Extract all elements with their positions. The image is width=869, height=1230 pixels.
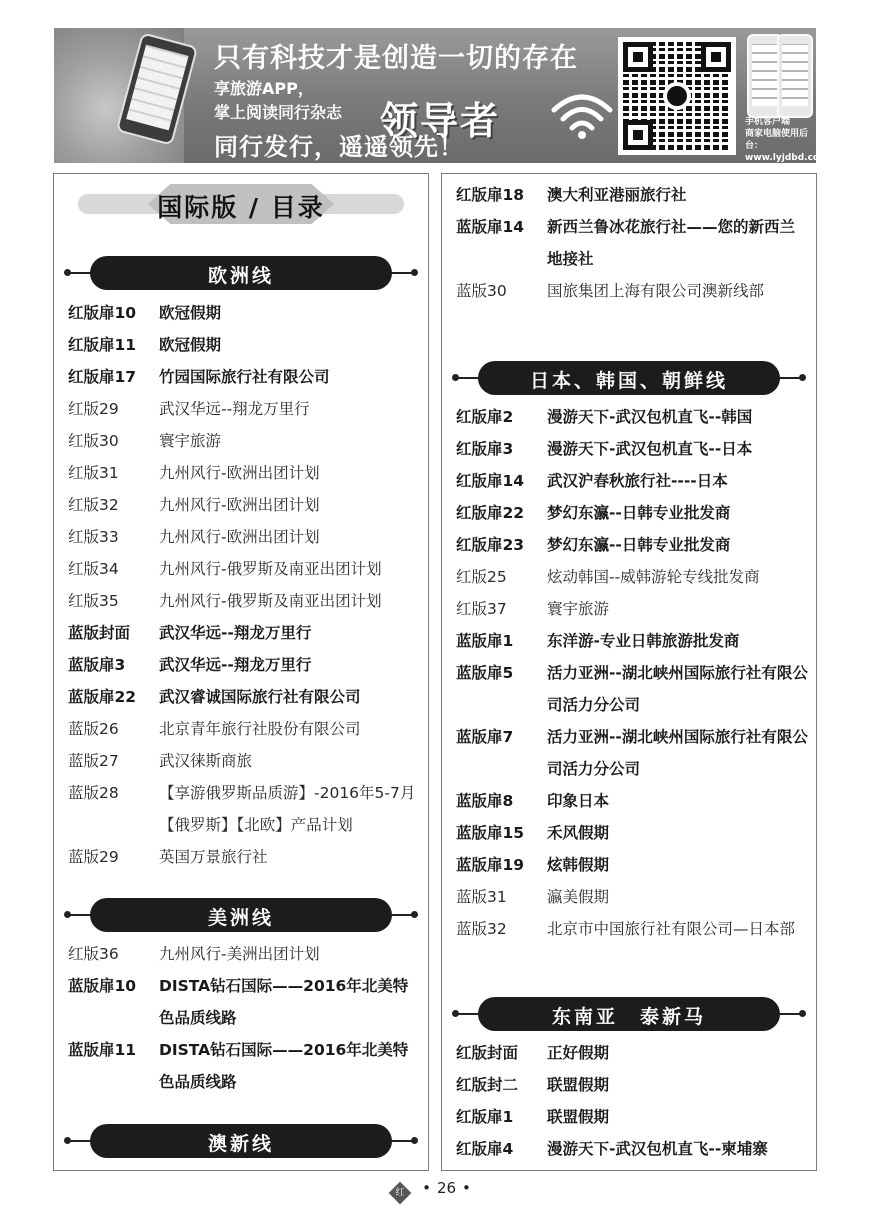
page-code: 红版32 (68, 496, 119, 514)
page-code: 红版封面 (456, 1044, 519, 1062)
list-item[interactable] (68, 393, 418, 425)
list-item[interactable] (68, 841, 418, 873)
page-code: 蓝版扉5 (456, 664, 514, 682)
banner-leader-text: 领导者 (380, 99, 501, 143)
advertiser-name: 梦幻东瀛--日韩专业批发商 (547, 536, 731, 554)
list-item[interactable] (68, 617, 418, 649)
list-item[interactable] (68, 521, 418, 553)
list-item[interactable] (68, 361, 418, 393)
list-item[interactable] (456, 401, 806, 433)
client-info (745, 116, 855, 164)
section-header-japan (452, 361, 806, 395)
advertiser-name: 竹园国际旅行社有限公司 (159, 368, 330, 386)
page-code: 红版36 (68, 945, 119, 963)
wifi-icon (550, 88, 614, 140)
page-code: 蓝版28 (68, 784, 119, 802)
advertiser-name: 欧冠假期 (159, 304, 222, 322)
advertiser-name: 武汉徕斯商旅 (159, 752, 253, 770)
list-item[interactable] (68, 938, 418, 970)
list-item[interactable] (68, 681, 418, 713)
list-item[interactable] (68, 585, 418, 617)
page-code: 红版扉22 (456, 504, 525, 522)
list-item[interactable] (456, 1101, 806, 1133)
advertiser-name: DISTA钻石国际——2016年北美特色品质线路 (159, 1041, 409, 1091)
right-column (441, 173, 817, 1171)
section-header-america (64, 898, 418, 932)
client-url[interactable]: www.lyjdbd.com/jdbd (745, 153, 855, 163)
advertiser-name: 国旅集团上海有限公司澳新线部 (547, 282, 765, 300)
page-code: 红版封二 (456, 1076, 519, 1094)
advertiser-name: 九州风行-欧洲出团计划 (159, 528, 320, 546)
list-item[interactable] (68, 489, 418, 521)
banner-line-2: 掌上阅读同行杂志 (214, 103, 343, 122)
list-item[interactable] (456, 465, 806, 497)
list-item[interactable] (456, 657, 806, 721)
list-item[interactable] (68, 713, 418, 745)
page-code: 蓝版扉14 (456, 218, 525, 236)
advertiser-name: 九州风行-美洲出团计划 (159, 945, 320, 963)
advertiser-name: 九州风行-欧洲出团计划 (159, 464, 320, 482)
section-title: 欧洲线 (207, 265, 274, 287)
list-item[interactable] (456, 593, 806, 625)
advertiser-name: 欧冠假期 (159, 336, 222, 354)
list-item[interactable] (456, 211, 806, 275)
advertiser-name: 正好假期 (547, 1044, 610, 1062)
section-header-europe (64, 256, 418, 290)
section-header-australia (64, 1124, 418, 1158)
list-item[interactable] (456, 913, 806, 945)
page-code: 红版扉23 (456, 536, 525, 554)
list-item[interactable] (456, 785, 806, 817)
page-title-text: 国际版 / 目录 (157, 193, 325, 222)
list-item[interactable] (68, 777, 418, 841)
page-code: 蓝版扉11 (68, 1041, 137, 1059)
advertiser-name: 印象日本 (547, 792, 610, 810)
list-item[interactable] (456, 625, 806, 657)
advertiser-name: 武汉睿诚国际旅行社有限公司 (159, 688, 361, 706)
advertiser-name: 北京市中国旅行社有限公司—日本部 (547, 920, 796, 938)
list-item[interactable] (456, 497, 806, 529)
advertiser-name: 漫游天下-武汉包机直飞--日本 (547, 440, 753, 458)
page-code: 蓝版扉15 (456, 824, 525, 842)
section-header-sea (452, 997, 806, 1031)
list-item[interactable] (456, 275, 806, 307)
page-code: 蓝版扉3 (68, 656, 126, 674)
page-code: 蓝版扉22 (68, 688, 137, 706)
list-item[interactable] (68, 457, 418, 489)
advertiser-name: 【享游俄罗斯品质游】-2016年5-7月【俄罗斯】【北欧】产品计划 (159, 784, 416, 834)
advertiser-name: 炫动韩国--威韩游轮专线批发商 (547, 568, 760, 586)
list-item[interactable] (68, 649, 418, 681)
advertiser-name: 九州风行-俄罗斯及南亚出团计划 (159, 592, 382, 610)
page-code: 红版34 (68, 560, 119, 578)
page-code: 红版35 (68, 592, 119, 610)
page-code: 红版扉17 (68, 368, 137, 386)
page-code: 蓝版26 (68, 720, 119, 738)
list-item[interactable] (456, 1069, 806, 1101)
page-code: 红版25 (456, 568, 507, 586)
list-item[interactable] (456, 849, 806, 881)
page-code: 红版31 (68, 464, 119, 482)
section-title: 日本、韩国、朝鲜线 (529, 370, 728, 392)
page-code: 蓝版封面 (68, 624, 131, 642)
page-code: 红版扉3 (456, 440, 514, 458)
advertiser-name: 联盟假期 (547, 1076, 610, 1094)
page-code: 蓝版扉1 (456, 632, 514, 650)
page-code: 红版扉4 (456, 1140, 514, 1158)
advertiser-name: 武汉华远--翔龙万里行 (159, 400, 310, 418)
page-code: 蓝版29 (68, 848, 119, 866)
section-title: 东南亚 泰新马 (551, 1006, 706, 1028)
page-code: 红版29 (68, 400, 119, 418)
page-code: 红版扉2 (456, 408, 514, 426)
page-code: 蓝版扉8 (456, 792, 514, 810)
advertiser-name: 东洋游-专业日韩旅游批发商 (547, 632, 740, 650)
page-footer: 红 • 26 • (0, 1179, 869, 1199)
client-label: 手机客户端 (745, 117, 791, 127)
page-code: 红版扉11 (68, 336, 137, 354)
page-title (78, 184, 404, 224)
page-code: 蓝版30 (456, 282, 507, 300)
advertiser-name: 漫游天下-武汉包机直飞--韩国 (547, 408, 753, 426)
section-title: 美洲线 (207, 907, 274, 929)
app-banner[interactable] (54, 28, 855, 163)
advertiser-name: 英国万景旅行社 (159, 848, 268, 866)
banner-line-3: 同行发行，遥遥领先！ (214, 133, 464, 161)
advertiser-name: 炫韩假期 (547, 856, 610, 874)
page-code: 红版37 (456, 600, 507, 618)
list-item[interactable] (68, 425, 418, 457)
advertiser-name: 活力亚洲--湖北峡州国际旅行社有限公司活力分公司 (547, 728, 808, 778)
advertiser-name: 联盟假期 (547, 1108, 610, 1126)
badge-text: 红 (395, 1188, 405, 1198)
page-code: 蓝版扉7 (456, 728, 514, 746)
badge-icon (389, 1182, 412, 1205)
advertiser-name: 梦幻东瀛--日韩专业批发商 (547, 504, 731, 522)
list-item[interactable] (456, 817, 806, 849)
advertiser-name: 漫游天下-武汉包机直飞--柬埔寨 (547, 1140, 768, 1158)
page-number: 26 (436, 1179, 457, 1197)
advertiser-name: 北京青年旅行社股份有限公司 (159, 720, 361, 738)
page-code: 蓝版31 (456, 888, 507, 906)
left-column (53, 173, 429, 1171)
advertiser-name: 武汉华远--翔龙万里行 (159, 656, 312, 674)
banner-line-1: 享旅游APP， (214, 79, 314, 98)
list-item[interactable] (68, 1034, 418, 1098)
advertiser-name: 武汉沪春秋旅行社----日本 (547, 472, 728, 490)
advertiser-name: 寰宇旅游 (547, 600, 610, 618)
advertiser-name: 活力亚洲--湖北峡州国际旅行社有限公司活力分公司 (547, 664, 808, 714)
list-item[interactable] (456, 1037, 806, 1069)
list-item[interactable] (456, 179, 806, 211)
advertiser-name: DISTA钻石国际——2016年北美特色品质线路 (159, 977, 409, 1027)
page-code: 红版30 (68, 432, 119, 450)
list-item[interactable] (68, 553, 418, 585)
backend-label: 商家电脑使用后台： (745, 129, 809, 151)
advertiser-name: 寰宇旅游 (159, 432, 222, 450)
list-item[interactable] (456, 433, 806, 465)
banner-slogan: 只有科技才是创造一切的存在 (214, 43, 578, 74)
section-title: 澳新线 (207, 1133, 274, 1155)
list-item[interactable] (456, 721, 806, 785)
list-item[interactable] (456, 1133, 806, 1165)
list-item[interactable] (456, 881, 806, 913)
advertiser-name: 澳大利亚港丽旅行社 (547, 186, 687, 204)
page-code: 红版扉14 (456, 472, 525, 490)
page-code: 蓝版27 (68, 752, 119, 770)
advertiser-name: 新西兰鲁冰花旅行社——您的新西兰地接社 (547, 218, 796, 268)
page-code: 红版33 (68, 528, 119, 546)
page-code: 红版扉18 (456, 186, 525, 204)
list-item[interactable] (68, 745, 418, 777)
list-item[interactable] (456, 529, 806, 561)
list-item[interactable] (68, 970, 418, 1034)
page-code: 红版扉10 (68, 304, 137, 322)
advertiser-name: 九州风行-欧洲出团计划 (159, 496, 320, 514)
page-code: 蓝版扉10 (68, 977, 137, 995)
page-code: 蓝版扉19 (456, 856, 525, 874)
list-item[interactable] (68, 329, 418, 361)
list-item[interactable] (68, 297, 418, 329)
advertiser-name: 武汉华远--翔龙万里行 (159, 624, 312, 642)
list-item[interactable] (456, 561, 806, 593)
page-code: 红版扉1 (456, 1108, 514, 1126)
qr-code-icon[interactable] (618, 37, 736, 155)
advertiser-name: 九州风行-俄罗斯及南亚出团计划 (159, 560, 382, 578)
advertiser-name: 瀛美假期 (547, 888, 610, 906)
advertiser-name: 禾风假期 (547, 824, 610, 842)
page-code: 蓝版32 (456, 920, 507, 938)
